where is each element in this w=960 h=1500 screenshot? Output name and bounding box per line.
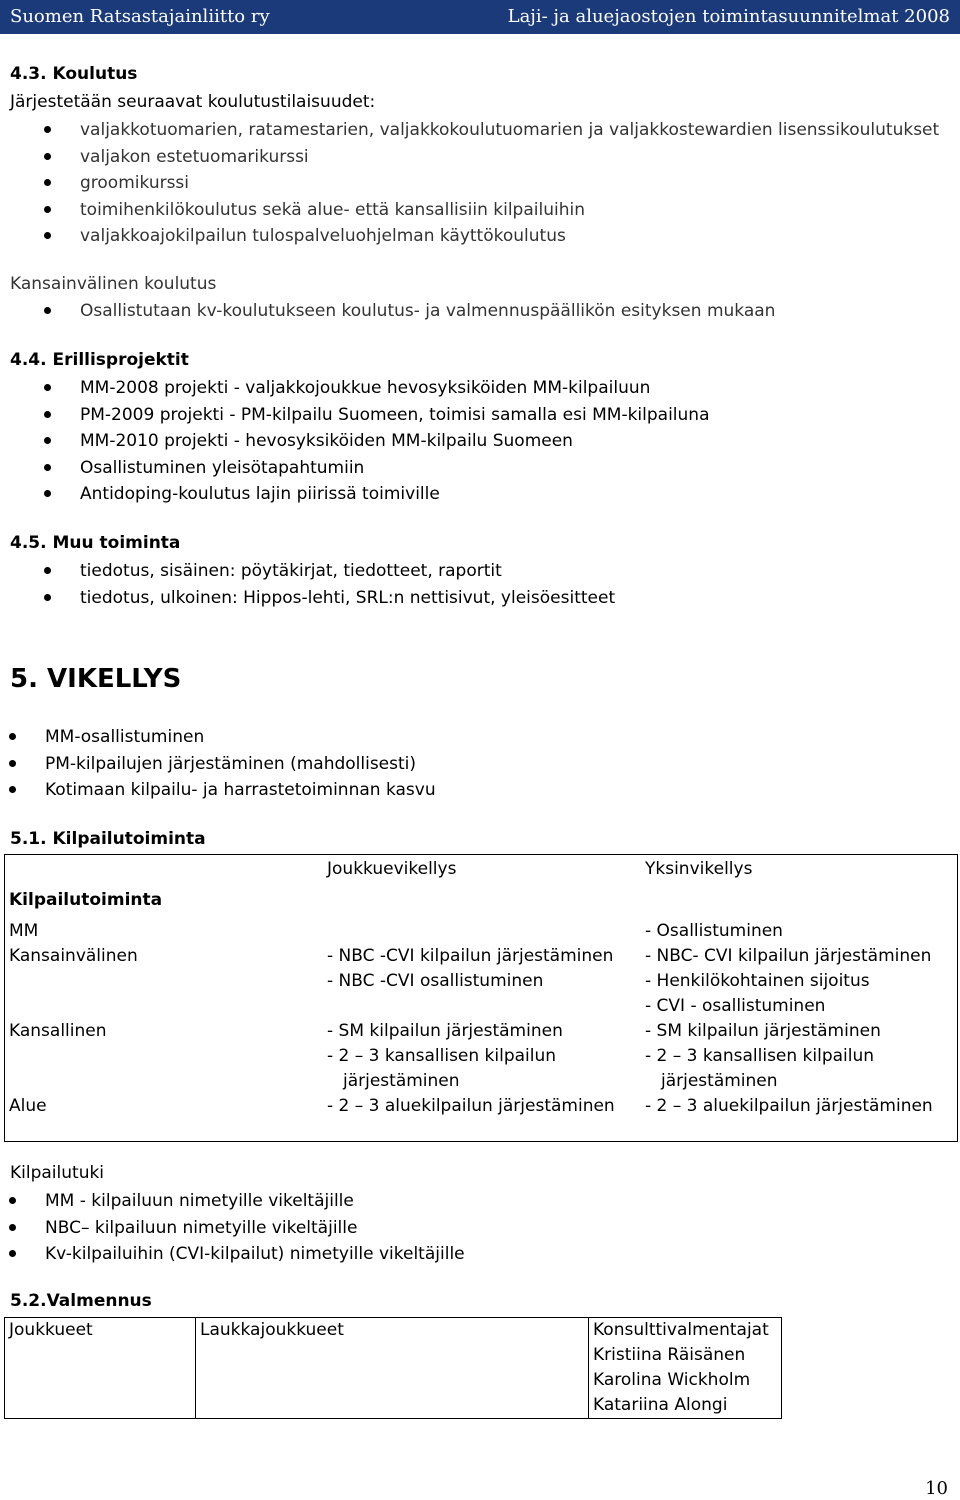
table-header-solo: Yksinvikellys <box>645 859 753 879</box>
cell-line: - 2 – 3 aluekilpailun järjestäminen <box>327 1095 615 1116</box>
projects-list <box>80 376 710 509</box>
table-header-team: Joukkuevikellys <box>327 859 457 879</box>
competition-table <box>4 854 958 1142</box>
section-title-5-2: 5.2.Valmennus <box>10 1291 152 1311</box>
list-item: tiedotus, sisäinen: pöytäkirjat, tiedotteet, raportit <box>80 559 615 586</box>
list-item: MM-osallistuminen <box>45 725 436 752</box>
support-title: Kilpailutuki <box>10 1163 105 1183</box>
intl-training-title: Kansainvälinen koulutus <box>10 274 217 294</box>
list-item: Kotimaan kilpailu- ja harrastetoiminnan kasvu <box>45 778 436 805</box>
list-item: NBC– kilpailuun nimetyille vikeltäjille <box>45 1216 465 1243</box>
table-row <box>5 1019 958 1094</box>
row-label: Kansainvälinen <box>9 945 138 966</box>
row-label: Alue <box>9 1095 47 1116</box>
list-item: PM-kilpailujen järjestäminen (mahdollisesti) <box>45 752 436 779</box>
list-item: valjakon estetuomarikurssi <box>80 145 939 172</box>
coaching-col-gallop-teams: Laukkajoukkueet <box>200 1320 344 1340</box>
section-intro: Järjestetään seuraavat koulutustilaisuudet: <box>10 92 376 112</box>
cell-line: järjestäminen <box>343 1070 460 1091</box>
section-title-4-3: 4.3. Koulutus <box>10 64 138 84</box>
cell-line: - 2 – 3 kansallisen kilpailun <box>327 1045 557 1066</box>
list-item: tiedotus, ulkoinen: Hippos-lehti, SRL:n nettisivut, yleisöesitteet <box>80 586 615 613</box>
cell-line: Katariina Alongi <box>593 1395 728 1415</box>
cell-line: - Osallistuminen <box>645 920 783 941</box>
list-item: Osallistuminen yleisötapahtumiin <box>80 456 710 483</box>
table-header-competition: Kilpailutoiminta <box>9 889 163 910</box>
list-item: valjakkoajokilpailun tulospalveluohjelman käyttökoulutus <box>80 224 939 251</box>
coaching-col-teams: Joukkueet <box>9 1320 93 1340</box>
cell-line: - Henkilökohtainen sijoitus <box>645 970 870 991</box>
row-label: Kansallinen <box>9 1020 107 1041</box>
cell-line: - 2 – 3 aluekilpailun järjestäminen <box>645 1095 933 1116</box>
list-item: Antidoping-koulutus lajin piirissä toimiville <box>80 482 710 509</box>
chapter-title-5: 5. VIKELLYS <box>10 664 182 694</box>
cell-line: - 2 – 3 kansallisen kilpailun <box>645 1045 875 1066</box>
cell-line: - NBC -CVI osallistuminen <box>327 970 544 991</box>
header-doc-title: Laji- ja aluejaostojen toimintasuunnitelmat 2008 <box>507 6 950 27</box>
table-row <box>5 1094 958 1142</box>
section-title-4-5: 4.5. Muu toiminta <box>10 533 181 553</box>
cell-line: - SM kilpailun järjestäminen <box>327 1020 563 1041</box>
cell-line: - NBC -CVI kilpailun järjestäminen <box>327 945 614 966</box>
cell-line: - NBC- CVI kilpailun järjestäminen <box>645 945 932 966</box>
support-list <box>45 1189 465 1269</box>
coaching-table <box>4 1317 782 1419</box>
list-item: MM-2008 projekti - valjakkojoukkue hevosyksiköiden MM-kilpailuun <box>80 376 710 403</box>
cell-line: - CVI - osallistuminen <box>645 995 826 1016</box>
cell-line: - SM kilpailun järjestäminen <box>645 1020 881 1041</box>
list-item: valjakkotuomarien, ratamestarien, valjakkokoulutuomarien ja valjakkostewardien lisenssikoulutukset <box>80 118 939 145</box>
list-item: groomikurssi <box>80 171 939 198</box>
vaulting-goals-list <box>45 725 436 805</box>
training-list <box>80 118 939 251</box>
header-org: Suomen Ratsastajainliitto ry <box>10 6 270 27</box>
row-label: MM <box>9 920 39 941</box>
list-item: Osallistutaan kv-koulutukseen koulutus- ja valmennuspäällikön esityksen mukaan <box>80 299 775 326</box>
intl-training-list <box>80 299 775 326</box>
coaching-col-consultants: Konsulttivalmentajat <box>593 1320 769 1340</box>
cell-line: järjestäminen <box>661 1070 778 1091</box>
table-row <box>5 919 958 944</box>
other-activity-list <box>80 559 615 612</box>
list-item: PM-2009 projekti - PM-kilpailu Suomeen, toimisi samalla esi MM-kilpailuna <box>80 403 710 430</box>
section-title-4-4: 4.4. Erillisprojektit <box>10 350 189 370</box>
list-item: MM - kilpailuun nimetyille vikeltäjille <box>45 1189 465 1216</box>
cell-line: Kristiina Räisänen <box>593 1345 746 1365</box>
section-title-5-1: 5.1. Kilpailutoiminta <box>10 829 206 849</box>
page-number: 10 <box>925 1478 948 1499</box>
cell-line: Karolina Wickholm <box>593 1370 751 1390</box>
table-row <box>5 944 958 1019</box>
list-item: toimihenkilökoulutus sekä alue- että kansallisiin kilpailuihin <box>80 198 939 225</box>
list-item: MM-2010 projekti - hevosyksiköiden MM-kilpailu Suomeen <box>80 429 710 456</box>
page-header <box>0 0 960 34</box>
list-item: Kv-kilpailuihin (CVI-kilpailut) nimetyille vikeltäjille <box>45 1242 465 1269</box>
